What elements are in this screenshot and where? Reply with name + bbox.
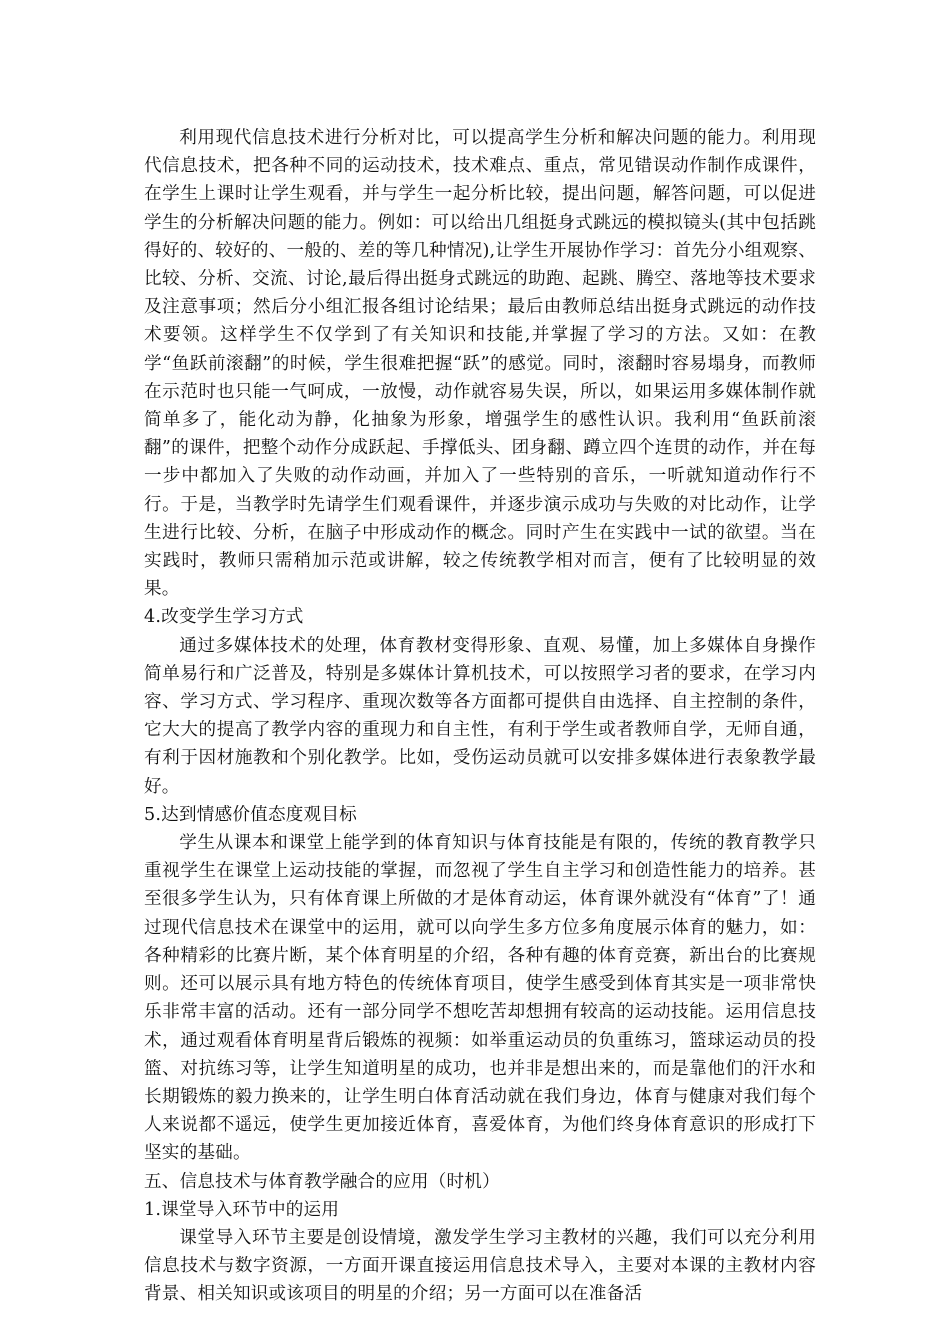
heading-chapter-5: 五、信息技术与体育教学融合的应用（时机）: [144, 1171, 500, 1192]
heading-section-4: 4.改变学生学习方式: [144, 607, 304, 628]
heading-subsection-1: 1.课堂导入环节中的运用: [144, 1199, 340, 1220]
heading-section-5: 5.达到情感价值态度观目标: [144, 804, 357, 825]
document-page: [144, 124, 816, 1309]
paragraph-learning-methods: 通过多媒体技术的处理，体育教材变得形象、直观、易懂，加上多媒体自身操作简单易行和广泛普及，特别是多媒体计算机技术，可以按照学习者的要求，在学习内容、学习方式、学习程序、重现次数等各方面都可提供自由选择、自主控制的条件，它大大的提高了教学内容的重现力和自主性，有利于学生或者教师自学，无师自通，有利于因材施教和个别化教学。比如，受伤运动员就可以安排多媒体进行表象教学最好。: [144, 635, 816, 797]
paragraph-emotional-goals: 学生从课本和课堂上能学到的体育知识与体育技能是有限的，传统的教育教学只重视学生在课堂上运动技能的掌握，而忽视了学生自主学习和创造性能力的培养。甚至很多学生认为，只有体育课上所做的才是体育动运，体育课外就没有“体育”了！通过现代信息技术在课堂中的运用，就可以向学生多方位多角度展示体育的魅力，如：各种精彩的比赛片断，某个体育明星的介绍，各种有趣的体育竞赛，新出台的比赛规则。还可以展示具有地方特色的传统体育项目，使学生感受到体育其实是一项非常快乐非常丰富的活动。还有一部分同学不想吃苦却想拥有较高的运动技能。运用信息技术，通过观看体育明星背后锻炼的视频：如举重运动员的负重练习，篮球运动员的投篮、对抗练习等，让学生知道明星的成功，也并非是想出来的，而是靠他们的汗水和长期锻炼的毅力换来的，让学生明白体育活动就在我们身边，体育与健康对我们每个人来说都不遥远，使学生更加接近体育，喜爱体育，为他们终身体育意识的形成打下坚实的基础。: [144, 833, 816, 1164]
paragraph-analysis-ability: 利用现代信息技术进行分析对比，可以提高学生分析和解决问题的能力。利用现代信息技术，把各种不同的运动技术，技术难点、重点，常见错误动作制作成课件，在学生上课时让学生观看，并与学生一起分析比较，提出问题，解答问题，可以促进学生的分析解决问题的能力。例如：可以给出几组挺身式跳远的模拟镜头(其中包括跳得好的、较好的、一般的、差的等几种情况),让学生开展协作学习：首先分小组观察、比较、分析、交流、讨论,最后得出挺身式跳远的助跑、起跳、腾空、落地等技术要求及注意事项；然后分小组汇报各组讨论结果；最后由教师总结出挺身式跳远的动作技术要领。这样学生不仅学到了有关知识和技能,并掌握了学习的方法。又如：在教学“鱼跃前滚翻”的时候，学生很难把握“跃”的感觉。同时，滚翻时容易塌身，而教师在示范时也只能一气呵成，一放慢，动作就容易失误，所以，如果运用多媒体制作就简单多了，能化动为静，化抽象为形象，增强学生的感性认识。我利用“鱼跃前滚翻”的课件，把整个动作分成跃起、手撑低头、团身翻、蹲立四个连贯的动作，并在每一步中都加入了失败的动作动画，并加入了一些特别的音乐，一听就知道动作行不行。于是，当教学时先请学生们观看课件，并逐步演示成功与失败的对比动作，让学生进行比较、分析，在脑子中形成动作的概念。同时产生在实践中一试的欲望。当在实践时，教师只需稍加示范或讲解，较之传统教学相对而言，便有了比较明显的效果。: [144, 128, 816, 600]
paragraph-lesson-introduction: 课堂导入环节主要是创设情境，激发学生学习主教材的兴趣，我们可以充分利用信息技术与数字资源，一方面开课直接运用信息技术导入，主要对本课的主教材内容背景、相关知识或该项目的明星的介绍；另一方面可以在准备活: [144, 1227, 816, 1305]
